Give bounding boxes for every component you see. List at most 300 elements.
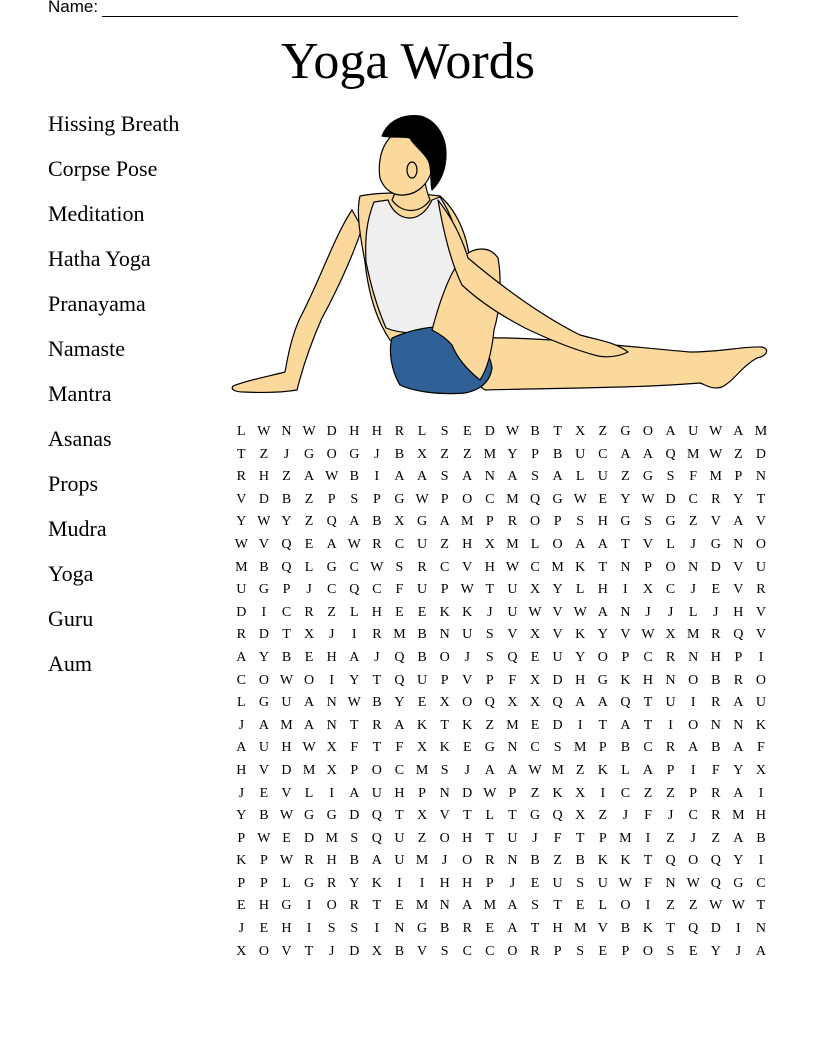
grid-letter: I [329,785,334,801]
grid-letter: E [395,604,404,620]
grid-letter: X [304,627,315,643]
grid-letter: D [462,785,473,801]
grid-letter: J [690,830,696,846]
grid-letter: U [507,582,518,598]
grid-letter: L [282,875,291,891]
grid-letter: B [439,921,450,937]
grid-letter: R [711,491,721,507]
grid-letter: Q [552,695,563,711]
grid-letter: D [304,830,315,846]
grid-letter: G [258,695,269,711]
grid-letter: H [462,830,473,846]
word-list-item: Meditation [48,201,145,226]
grid-letter: W [279,853,294,869]
grid-letter: B [394,446,405,462]
grid-letter: A [642,446,654,462]
grid-letter: H [236,762,247,778]
grid-letter: Z [711,830,721,846]
grid-letter: Z [621,469,630,485]
grid-letter: I [690,762,696,778]
grid-letter: Z [259,446,269,462]
grid-letter: C [756,875,766,891]
grid-letter: T [372,740,382,756]
grid-letter: Y [281,514,292,530]
grid-letter: N [507,740,518,756]
grid-letter: J [464,762,470,778]
grid-letter: W [347,695,361,711]
grid-letter: Q [394,672,405,688]
grid-letter: M [754,424,768,439]
grid-letter: L [417,424,427,439]
grid-letter: Q [371,808,382,824]
grid-letter: K [236,853,247,869]
grid-letter: X [416,446,428,462]
grid-letter: P [440,491,449,507]
grid-letter: Z [575,762,585,778]
grid-letter: D [349,943,360,959]
grid-letter: W [279,808,294,824]
grid-letter: W [731,898,745,914]
grid-letter: P [531,446,539,462]
grid-letter: D [258,491,269,507]
grid-letter: O [439,830,450,846]
grid-letter: V [462,672,473,688]
grid-letter: Z [462,446,472,462]
grid-letter: A [349,785,360,801]
grid-letter: H [597,582,608,598]
grid-letter: A [304,717,315,733]
grid-letter: V [620,627,631,643]
grid-letter: W [257,514,271,530]
grid-letter: D [755,446,767,462]
grid-letter: A [733,695,744,711]
grid-letter: E [259,785,269,801]
grid-letter: A [462,898,473,914]
grid-letter: F [395,582,404,598]
grid-letter: J [622,808,629,824]
grid-letter: E [462,424,472,439]
yoga-pose-illustration [228,112,773,397]
grid-letter: Q [326,514,337,530]
grid-letter: H [258,469,269,485]
grid-letter: A [733,785,744,801]
grid-letter: M [461,514,474,530]
grid-letter: W [325,469,339,485]
grid-letter: Y [394,695,405,711]
grid-letter: N [755,921,767,937]
grid-letter: X [529,627,541,643]
grid-letter: O [688,853,699,869]
grid-letter: X [642,582,654,598]
grid-letter: V [733,559,744,575]
grid-letter: V [281,785,292,801]
grid-letter: U [281,695,292,711]
grid-letter: H [394,785,405,801]
grid-letter: C [485,943,495,959]
grid-letter: B [756,830,766,846]
grid-letter: B [620,740,631,756]
grid-letter: O [755,672,767,688]
grid-letter: M [506,717,519,733]
grid-letter: O [688,672,699,688]
grid-letter: T [485,830,495,846]
grid-letter: U [688,424,699,439]
grid-letter: F [711,762,720,778]
grid-letter: Q [529,491,541,507]
grid-letter: G [349,446,360,462]
grid-letter: R [665,740,676,756]
grid-letter: J [667,604,674,620]
grid-letter: M [483,898,497,914]
grid-letter: P [553,943,562,959]
grid-letter: G [304,875,315,891]
grid-letter: R [462,921,472,937]
grid-letter: T [237,446,246,462]
word-list-item: Asanas [48,426,112,451]
grid-letter: K [462,604,473,620]
grid-letter: C [462,943,472,959]
grid-letter: L [621,762,630,778]
grid-letter: U [394,830,405,846]
grid-letter: I [374,469,380,485]
grid-letter: G [416,514,428,530]
grid-letter: G [326,559,337,575]
grid-letter: U [462,627,473,643]
grid-letter: N [710,717,721,733]
grid-letter: T [666,921,675,937]
grid-letter: T [598,717,608,733]
grid-letter: S [485,649,494,665]
grid-letter: J [238,717,245,733]
grid-letter: I [690,695,696,711]
grid-letter: T [553,424,562,439]
grid-letter: F [350,740,359,756]
grid-letter: B [394,943,405,959]
grid-letter: G [710,536,721,552]
grid-letter: Y [733,853,744,869]
grid-letter: A [597,695,608,711]
grid-letter: C [688,808,698,824]
word-list-item: Yoga [48,561,94,586]
grid-letter: V [552,604,563,620]
grid-letter: C [327,582,337,598]
grid-letter: S [531,469,539,485]
grid-letter: H [710,649,721,665]
grid-letter: Q [349,582,360,598]
grid-letter: C [372,582,382,598]
word-list-item: Pranayama [48,291,146,316]
grid-letter: P [553,514,562,530]
grid-letter: Z [688,898,698,914]
grid-letter: B [281,649,292,665]
grid-letter: Z [734,446,743,462]
grid-letter: U [416,672,428,688]
grid-letter: C [530,740,540,756]
grid-letter: A [326,536,337,552]
grid-letter: B [552,446,563,462]
grid-letter: I [306,921,312,937]
grid-letter: N [733,717,744,733]
grid-letter: O [258,943,269,959]
grid-letter: M [619,830,632,846]
grid-letter: L [530,536,540,552]
grid-letter: R [304,853,314,869]
grid-letter: P [734,469,743,485]
grid-letter: K [439,604,450,620]
grid-letter: Z [440,536,449,552]
grid-letter: W [573,604,587,620]
grid-letter: H [733,604,744,620]
grid-letter: M [686,627,700,643]
grid-letter: S [440,762,449,778]
grid-letter: V [755,604,767,620]
grid-letter: Z [485,717,495,733]
grid-letter: Z [304,514,314,530]
grid-letter: I [645,830,651,846]
grid-letter: H [642,672,654,688]
grid-letter: M [506,491,519,507]
grid-letter: W [528,604,542,620]
grid-letter: T [440,717,449,733]
grid-letter: V [755,627,767,643]
grid-letter: Y [552,582,563,598]
grid-letter: F [689,469,698,485]
grid-letter: W [709,898,723,914]
grid-letter: Q [620,695,631,711]
grid-letter: F [757,740,765,756]
grid-letter: W [415,491,429,507]
grid-letter: P [259,875,268,891]
grid-letter: E [575,898,585,914]
grid-letter: A [462,469,473,485]
grid-letter: P [237,830,246,846]
grid-letter: R [733,672,744,688]
grid-letter: P [644,559,652,575]
grid-letter: O [462,695,473,711]
grid-letter: O [529,514,541,530]
grid-letter: N [620,559,631,575]
grid-letter: N [439,627,450,643]
grid-letter: R [485,853,495,869]
grid-letter: S [576,514,585,530]
grid-letter: F [644,875,652,891]
grid-letter: E [711,582,721,598]
grid-letter: N [394,921,405,937]
grid-letter: N [507,853,518,869]
grid-letter: N [688,559,699,575]
grid-letter: T [372,672,382,688]
grid-letter: U [394,853,405,869]
grid-letter: B [417,627,427,643]
grid-letter: S [440,424,449,439]
grid-letter: A [733,514,744,530]
grid-letter: Y [236,808,247,824]
grid-letter: G [552,491,563,507]
word-list-item: Props [48,471,99,496]
grid-letter: G [620,424,631,439]
grid-letter: W [709,446,723,462]
grid-letter: M [235,559,248,575]
grid-letter: A [552,469,563,485]
grid-letter: E [237,898,246,914]
grid-letter: B [711,672,721,688]
grid-letter: J [532,830,538,846]
grid-letter: C [349,559,359,575]
grid-letter: W [618,875,632,891]
grid-letter: L [598,898,608,914]
grid-letter: T [485,582,495,598]
grid-letter: R [304,604,314,620]
grid-letter: Y [236,514,247,530]
grid-letter: C [598,446,608,462]
grid-letter: T [621,536,630,552]
grid-letter: L [688,604,698,620]
grid-letter: N [326,717,337,733]
grid-letter: O [552,536,563,552]
word-list-item: Mudra [48,516,107,541]
grid-letter: E [530,649,540,665]
grid-letter: Y [620,491,631,507]
grid-letter: A [484,762,495,778]
grid-letter: H [462,536,473,552]
grid-letter: X [236,943,247,959]
grid-letter: Z [417,830,427,846]
grid-letter: K [575,559,586,575]
grid-letter: E [598,943,608,959]
grid-letter: L [485,808,495,824]
grid-letter: L [575,582,585,598]
grid-letter: T [643,853,653,869]
grid-letter: A [507,921,518,937]
grid-letter: G [326,808,337,824]
grid-letter: N [665,875,676,891]
grid-letter: G [665,514,676,530]
grid-letter: J [238,921,245,937]
grid-letter: C [688,491,698,507]
grid-letter: I [329,672,334,688]
grid-letter: D [710,921,721,937]
grid-letter: C [665,582,676,598]
grid-letter: C [281,604,292,620]
grid-letter: B [620,921,631,937]
grid-letter: T [575,830,585,846]
grid-letter: C [485,491,495,507]
grid-letter: O [597,649,608,665]
grid-letter: G [597,672,608,688]
grid-letter: O [755,536,767,552]
grid-letter: Q [507,649,518,665]
grid-letter: I [668,717,673,733]
grid-letter: U [416,582,428,598]
grid-letter: M [415,762,429,778]
grid-letter: V [642,536,654,552]
grid-letter: C [643,649,653,665]
grid-letter: G [620,514,631,530]
grid-letter: U [258,740,269,756]
grid-letter: S [666,469,675,485]
grid-letter: U [755,559,767,575]
grid-letter: J [690,536,696,552]
word-list-item: Guru [48,606,94,631]
grid-letter: R [236,627,246,643]
grid-letter: N [326,695,337,711]
grid-letter: H [281,740,292,756]
grid-letter: T [508,808,517,824]
grid-letter: A [733,740,744,756]
grid-letter: A [642,762,654,778]
grid-letter: P [259,853,268,869]
grid-letter: R [394,424,405,439]
grid-letter: F [395,740,404,756]
grid-letter: C [530,559,540,575]
grid-letter: P [485,514,494,530]
word-list-item: Mantra [48,381,112,406]
grid-letter: A [507,469,518,485]
grid-letter: W [234,536,248,552]
grid-letter: S [485,627,494,643]
grid-letter: B [372,695,382,711]
grid-letter: L [304,785,314,801]
grid-letter: B [349,469,359,485]
grid-letter: P [666,762,675,778]
grid-letter: A [620,717,631,733]
grid-letter: U [552,875,563,891]
grid-letter: J [283,446,290,462]
grid-letter: R [530,943,540,959]
grid-letter: T [643,717,653,733]
grid-letter: X [507,695,518,711]
grid-letter: P [440,582,449,598]
grid-letter: Y [258,649,269,665]
grid-letter: K [575,627,586,643]
grid-letter: P [734,649,743,665]
grid-letter: D [281,762,292,778]
grid-letter: P [621,649,630,665]
grid-letter: K [439,740,450,756]
grid-letter: K [642,921,654,937]
grid-letter: Y [710,943,721,959]
grid-letter: E [417,695,427,711]
word-list [48,109,179,694]
grid-letter: G [304,446,315,462]
grid-letter: W [279,672,294,688]
grid-letter: M [280,717,293,733]
grid-letter: F [644,808,652,824]
grid-letter: K [755,717,767,733]
grid-letter: U [507,830,518,846]
grid-letter: M [732,808,745,824]
grid-letter: H [484,559,495,575]
name-field [48,0,738,17]
grid-letter: C [439,559,450,575]
grid-letter: X [575,808,586,824]
grid-letter: J [487,604,493,620]
grid-letter: S [576,875,585,891]
grid-letter: B [281,491,292,507]
grid-letter: H [755,808,767,824]
grid-letter: Z [666,898,675,914]
grid-letter: T [756,898,766,914]
grid-letter: O [462,491,473,507]
grid-letter: R [665,649,676,665]
grid-letter: W [573,491,587,507]
grid-letter: K [416,717,428,733]
word-list-item: Corpse Pose [48,156,158,181]
grid-letter: E [598,491,608,507]
grid-letter: X [371,943,382,959]
word-list-item: Aum [48,651,92,676]
grid-letter: H [575,672,586,688]
